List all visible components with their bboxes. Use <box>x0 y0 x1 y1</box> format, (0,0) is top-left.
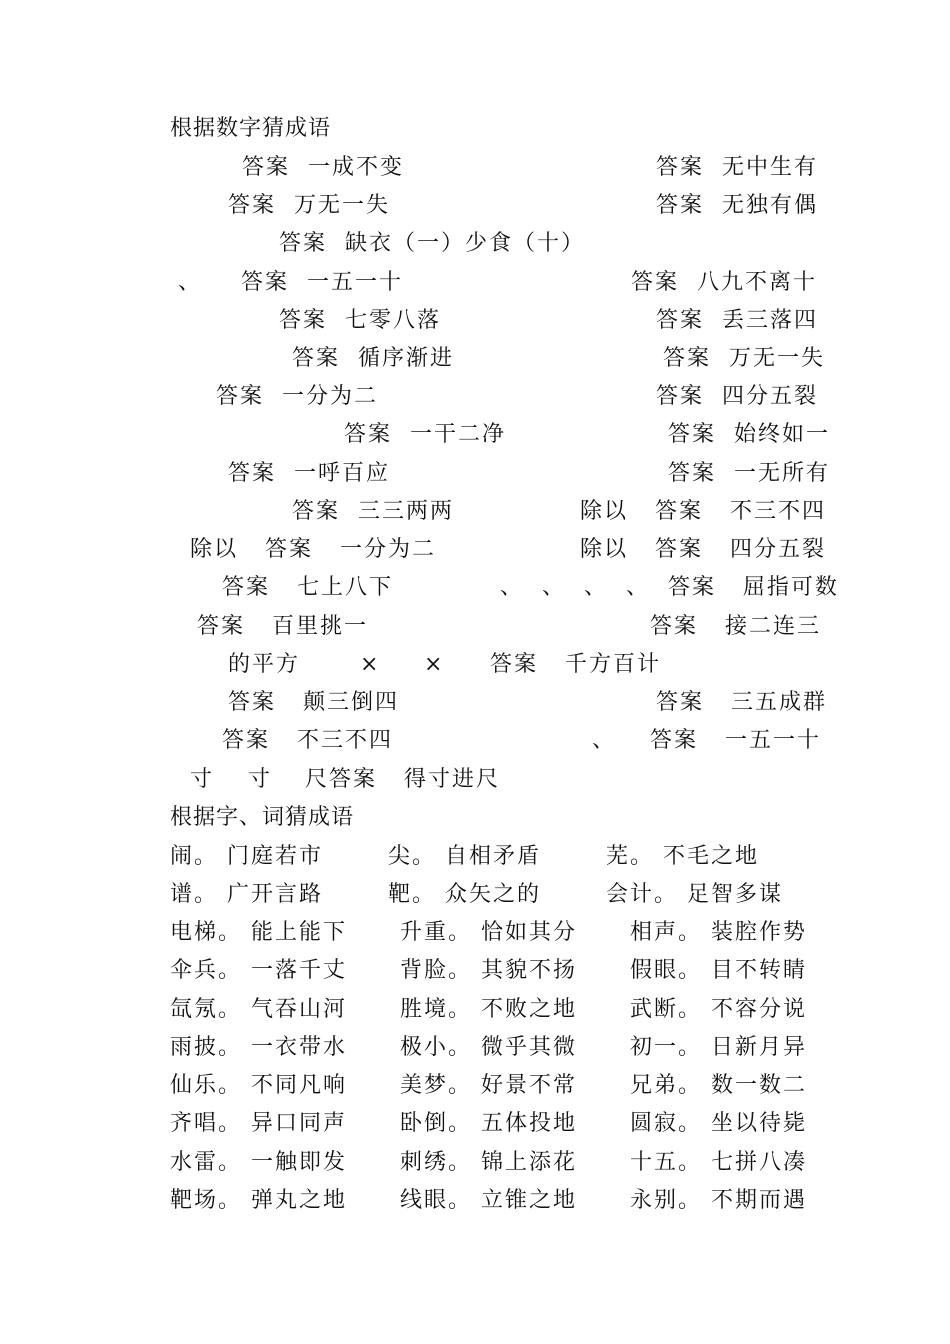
answer-item: 除以 答案 四分五裂 <box>580 537 826 562</box>
answer-item: 答案 八九不离十 <box>631 270 817 295</box>
multiply-symbol: × <box>424 652 445 677</box>
riddle-item: 卧倒。 五体投地 <box>400 1111 577 1136</box>
punctuation-mark: 、 <box>592 728 617 753</box>
riddle-item: 谱。 广开言路 <box>170 882 323 907</box>
answer-item: 尺答案 得寸进尺 <box>305 767 500 792</box>
expression-text: 的平方 <box>228 652 301 677</box>
riddle-item: 美梦。 好景不常 <box>400 1073 577 1098</box>
answer-item: 答案 一五一十 <box>241 270 403 295</box>
answer-item: 答案 不三不四 <box>222 728 393 753</box>
answer-item: 答案 万无一失 <box>663 346 825 371</box>
answer-item: 答案 接二连三 <box>650 614 821 639</box>
unit-text: 寸 <box>248 767 273 792</box>
riddle-item: 十五。 七拼八凑 <box>630 1150 807 1175</box>
riddle-item: 升重。 恰如其分 <box>400 920 577 945</box>
answer-item: 、 、 、 、 答案 屈指可数 <box>500 575 839 600</box>
answer-item: 答案 四分五裂 <box>656 384 818 409</box>
riddle-item: 相声。 装腔作势 <box>630 920 807 945</box>
unit-text: 寸 <box>190 767 215 792</box>
riddle-item: 刺绣。 锦上添花 <box>400 1150 577 1175</box>
riddle-item: 闹。 门庭若市 <box>170 844 323 869</box>
riddle-item: 初一。 日新月异 <box>630 1035 807 1060</box>
answer-item: 答案 缺衣（一）少食（十） <box>279 231 585 256</box>
riddle-item: 电梯。 能上能下 <box>170 920 347 945</box>
answer-item: 答案 三三两两 <box>292 499 454 524</box>
answer-item: 答案 丢三落四 <box>656 308 818 333</box>
riddle-item: 雨披。 一衣带水 <box>170 1035 347 1060</box>
answer-item: 答案 一无所有 <box>668 461 830 486</box>
answer-item: 答案 一成不变 <box>242 155 404 180</box>
answer-item: 答案 一干二净 <box>344 422 506 447</box>
riddle-item: 永别。 不期而遇 <box>630 1188 807 1213</box>
section-title-number-idioms: 根据数字猜成语 <box>170 116 332 141</box>
answer-item: 答案 循序渐进 <box>292 346 454 371</box>
riddle-item: 靶。 众矢之的 <box>388 882 541 907</box>
riddle-item: 圆寂。 坐以待毙 <box>630 1111 807 1136</box>
punctuation-mark: 、 <box>178 270 203 295</box>
answer-item: 答案 一分为二 <box>216 384 378 409</box>
riddle-item: 武断。 不容分说 <box>630 997 807 1022</box>
section-title-word-idioms: 根据字、词猜成语 <box>170 805 355 830</box>
answer-item: 答案 无独有偶 <box>656 193 818 218</box>
answer-item: 答案 万无一失 <box>228 193 390 218</box>
riddle-item: 线眼。 立锥之地 <box>400 1188 577 1213</box>
answer-item: 答案 无中生有 <box>656 155 818 180</box>
answer-item: 答案 始终如一 <box>668 422 830 447</box>
riddle-item: 齐唱。 异口同声 <box>170 1111 347 1136</box>
answer-item: 答案 颠三倒四 <box>228 690 399 715</box>
riddle-item: 芜。 不毛之地 <box>606 844 759 869</box>
multiply-symbol: × <box>360 652 381 677</box>
riddle-item: 假眼。 目不转睛 <box>630 958 807 983</box>
riddle-item: 胜境。 不败之地 <box>400 997 577 1022</box>
riddle-item: 背脸。 其貌不扬 <box>400 958 577 983</box>
answer-item: 答案 一五一十 <box>650 728 821 753</box>
riddle-item: 尖。 自相矛盾 <box>388 844 541 869</box>
riddle-item: 氙氖。 气吞山河 <box>170 997 347 1022</box>
answer-item: 除以 答案 不三不四 <box>580 499 826 524</box>
answer-item: 除以 答案 一分为二 <box>190 537 436 562</box>
riddle-item: 兄弟。 数一数二 <box>630 1073 807 1098</box>
answer-item: 答案 七上八下 <box>222 575 393 600</box>
riddle-item: 伞兵。 一落千丈 <box>170 958 347 983</box>
riddle-item: 会计。 足智多谋 <box>606 882 783 907</box>
answer-item: 答案 百里挑一 <box>197 614 368 639</box>
answer-item: 答案 三五成群 <box>656 690 827 715</box>
riddle-item: 靶场。 弹丸之地 <box>170 1188 347 1213</box>
answer-item: 答案 七零八落 <box>279 308 441 333</box>
riddle-item: 仙乐。 不同凡响 <box>170 1073 347 1098</box>
riddle-item: 极小。 微乎其微 <box>400 1035 577 1060</box>
riddle-item: 水雷。 一触即发 <box>170 1150 347 1175</box>
answer-item: 答案 千方百计 <box>490 652 661 677</box>
answer-item: 答案 一呼百应 <box>228 461 390 486</box>
